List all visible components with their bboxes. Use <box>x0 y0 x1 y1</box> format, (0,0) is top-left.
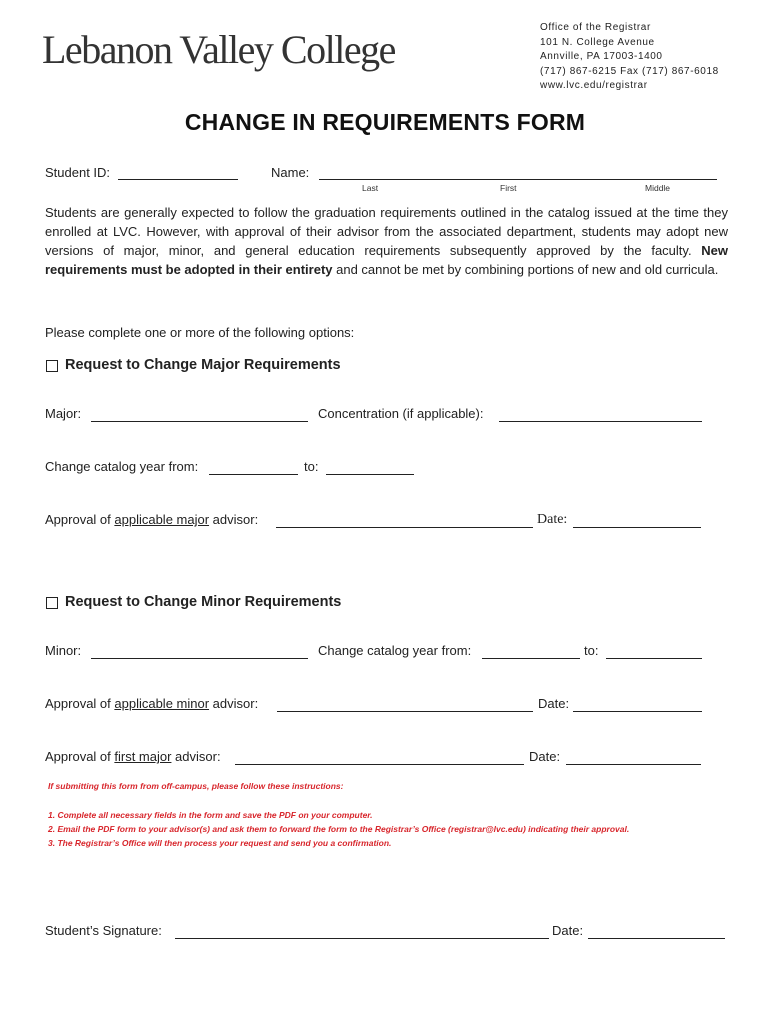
major-advisor-date-label: Date: <box>537 512 568 527</box>
first-major-advisor-date-label: Date: <box>529 749 561 764</box>
first-major-approval-suffix: advisor: <box>171 749 221 764</box>
offcampus-step-3: 3. The Registrar’s Office will then process your request and send you a confirmation. <box>48 838 392 848</box>
student-signature-date-label: Date: <box>552 923 584 938</box>
minor-advisor-date-label: Date: <box>538 696 570 711</box>
name-first-caption: First <box>500 183 517 193</box>
student-signature-label: Student’s Signature: <box>45 923 162 938</box>
offcampus-step-2: 2. Email the PDF form to your advisor(s) and ask them to forward the form to the Registrar’s Office (registrar@lvc.edu) indicating their approval. <box>48 824 630 834</box>
office-city: Annville, PA 17003-1400 <box>540 51 663 62</box>
major-label: Major: <box>45 406 82 421</box>
student-id-field[interactable] <box>118 179 238 180</box>
major-field[interactable] <box>91 421 308 422</box>
minor-approval-suffix: advisor: <box>209 696 259 711</box>
major-approval-suffix: advisor: <box>209 512 259 527</box>
intro-text: Students are generally expected to follow the graduation requirements outlined in the catalog issued at the time they enrolled at LVC. However, with approval of their advisor from the associated department, students may adopt new versions of major, minor, and general education requirements subsequently approved by the faculty. <box>45 205 728 258</box>
minor-catalog-to-label: to: <box>584 643 599 658</box>
major-advisor-signature-field[interactable] <box>276 527 533 528</box>
first-major-advisor-date-field[interactable] <box>566 764 701 765</box>
concentration-label: Concentration (if applicable): <box>318 406 484 421</box>
intro-paragraph <box>45 203 728 279</box>
student-signature-date-field[interactable] <box>588 938 725 939</box>
first-major-advisor-signature-field[interactable] <box>235 764 524 765</box>
name-field[interactable] <box>319 179 717 180</box>
office-street: 101 N. College Avenue <box>540 36 655 48</box>
office-phone: (717) 867-6215 Fax (717) 867-6018 <box>540 65 719 77</box>
major-section-heading: Request to Change Major Requirements <box>65 357 341 373</box>
first-major-approval-prefix: Approval of <box>45 749 115 764</box>
offcampus-step-1: 1. Complete all necessary fields in the form and save the PDF on your computer. <box>48 810 373 820</box>
registrar-address-block <box>540 21 719 94</box>
minor-advisor-signature-field[interactable] <box>277 711 533 712</box>
concentration-field[interactable] <box>499 421 702 422</box>
first-major-approval-underlined: first major <box>114 749 172 764</box>
major-catalog-to-field[interactable] <box>326 474 414 475</box>
form-title: CHANGE IN REQUIREMENTS FORM <box>184 109 586 135</box>
name-label: Name: <box>271 165 310 180</box>
major-approval-prefix: Approval of <box>45 512 115 527</box>
minor-change-checkbox[interactable] <box>46 597 58 609</box>
offcampus-heading: If submitting this form from off-campus, please follow these instructions: <box>48 781 344 791</box>
student-signature-field[interactable] <box>175 938 549 939</box>
minor-approval-prefix: Approval of <box>45 696 115 711</box>
minor-approval-underlined: applicable minor <box>114 696 210 711</box>
college-logo: Lebanon Valley College <box>42 27 395 72</box>
intro-tail-text: and cannot be met by combining portions of new and old curricula. <box>332 262 719 277</box>
office-website: www.lvc.edu/registrar <box>540 80 648 91</box>
major-advisor-approval-label <box>45 512 258 527</box>
minor-field[interactable] <box>91 658 308 659</box>
major-change-checkbox[interactable] <box>46 360 58 372</box>
minor-advisor-approval-label <box>45 696 258 711</box>
intro-bold-text: New requirements must be adopted in their entirety <box>45 243 728 277</box>
minor-catalog-from-label: Change catalog year from: <box>318 643 472 658</box>
major-advisor-date-field[interactable] <box>573 527 701 528</box>
instruction-text: Please complete one or more of the following options: <box>45 325 355 340</box>
major-approval-underlined: applicable major <box>114 512 210 527</box>
first-major-advisor-approval-label <box>45 749 221 764</box>
office-name: Office of the Registrar <box>540 22 651 33</box>
major-catalog-from-label: Change catalog year from: <box>45 459 199 474</box>
minor-catalog-from-field[interactable] <box>482 658 580 659</box>
major-catalog-from-field[interactable] <box>209 474 298 475</box>
minor-section-heading: Request to Change Minor Requirements <box>65 594 342 610</box>
name-middle-caption: Middle <box>645 183 671 193</box>
name-last-caption: Last <box>362 183 379 193</box>
student-id-label: Student ID: <box>45 165 111 180</box>
minor-advisor-date-field[interactable] <box>573 711 702 712</box>
minor-label: Minor: <box>45 643 82 658</box>
minor-catalog-to-field[interactable] <box>606 658 702 659</box>
major-catalog-to-label: to: <box>304 459 319 474</box>
